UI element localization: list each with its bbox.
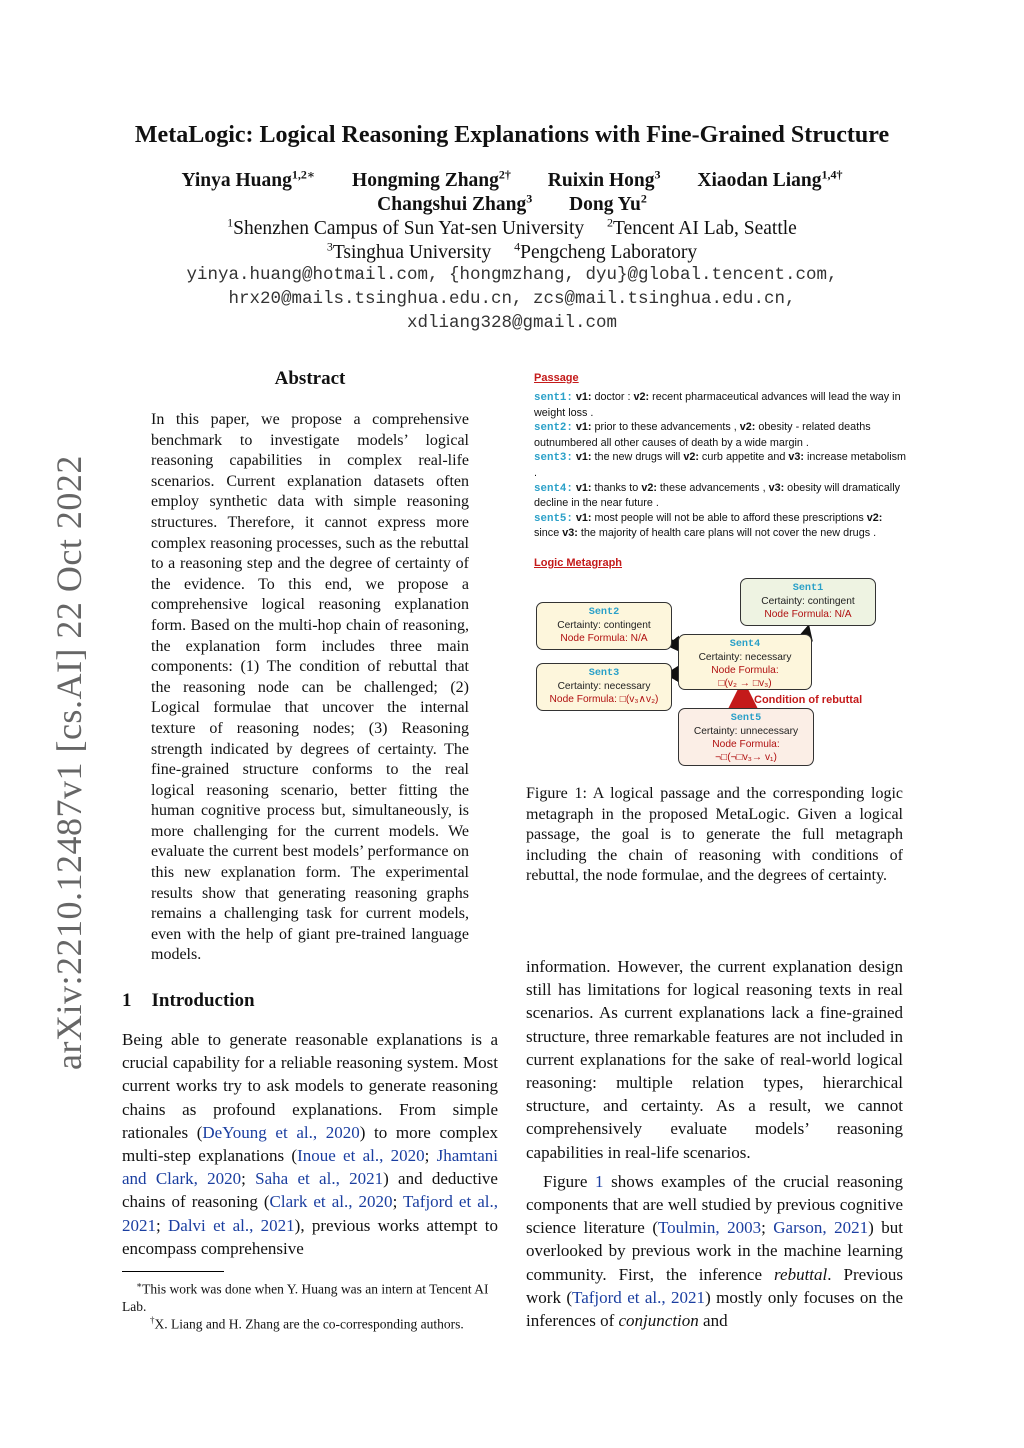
citation-link[interactable]: Inoue et al., 2020: [297, 1146, 425, 1166]
affiliations-row-1: [0, 215, 1024, 240]
abstract-heading: Abstract: [274, 368, 346, 389]
email-line: hrx20@mails.tsinghua.edu.cn, zcs@mail.tsinghua.edu.cn,: [228, 289, 796, 309]
author: Yinya Huang$^{1,2∗}$: [181, 167, 316, 191]
paper-title: MetaLogic: Logical Reasoning Explanations with Fine-Grained Structure: [134, 122, 890, 148]
passage-sentence: sent2: v1: prior to these advancements , v2: obesity - related deaths outnumbered all other causes of death by a wide margin .: [534, 421, 871, 449]
affiliation: $^4$Pengcheng Laboratory: [514, 239, 698, 263]
affiliation: $^2$Tencent AI Lab, Seattle: [607, 215, 797, 239]
abstract-text: In this paper, we propose a comprehensive benchmark to investigate models’ logical reasoning capabilities in complex real-life scenarios. Current explanation datasets often employ synthetic data with simple reasoning structures. Therefore, it cannot express more complex reasoning processes, such as the rebuttal to a reasoning step and the degree of certainty of the evidence. To this end, we propose a comprehensive logical reasoning explanation form. Based on the multi-hop chain of reasoning, the explanation form includes three main components: (1) The condition of rebuttal that the reasoning node can be challenged; (2) Logical formulae that uncover the internal texture of reasoning nodes; (3) Reasoning strength indicated by degrees of certainty. The fine-grained structure conforms to the real logical reasoning scenario, better fitting the human cognitive process but, simultaneously, is more challenging for the current models. We evaluate the current best models’ performance on this new explanation form. The experimental results show that generating reasoning graphs remains a challenging task for current models, even with the help of giant pre-trained language models.: [151, 411, 469, 964]
citation-link[interactable]: Jhamtani and Clark, 2020: [122, 1146, 498, 1189]
intro-right-paragraph-1: information. However, the current explanation design still has limitations for logical reasoning texts in real scenarios. As current explanations lack a fine-grained structure, three remarkable features are not included in current explanations for the sake of real-world logical reasoning: multiple relation types, hierarchical structure, and certainty. As a result, we cannot comprehensively evaluate models’ reasoning capabilities in real-life scenarios.: [526, 957, 903, 1162]
citation-link[interactable]: Tafjord et al., 2021: [122, 1192, 499, 1235]
figure-1: [534, 372, 906, 569]
intro-right-column: [526, 955, 903, 1332]
arxiv-identifier: arXiv:2210.12487v1 [cs.AI] 22 Oct 2022: [49, 455, 89, 1070]
footnote-divider: [122, 1271, 224, 1272]
footnote: †X. Liang and H. Zhang are the co-corresponding authors.: [150, 1315, 464, 1332]
node-sent3: Sent3 Certainty: necessary Node Formula: □(v₃∧v₂): [536, 663, 672, 711]
affiliation: $^1$Shenzhen Campus of Sun Yat-sen University: [227, 215, 585, 239]
node-sent5: Sent5 Certainty: unnecessary Node Formula: ¬□(¬□v₃→ v₁): [678, 708, 814, 766]
citation-link[interactable]: Tafjord et al., 2021: [572, 1287, 706, 1307]
intro-left-paragraph: Being able to generate reasonable explanations is a crucial capability for a reliable reasoning system. Most current works try to ask models to generate reasoning chains as profound explanations. From simple rationales (DeYoung et al., 2020) to more complex multi-step explanations (Inoue et al., 2020; Jhamtani and Clark, 2020; Saha et al., 2021) and deductive chains of reasoning (Clark et al., 2020; Tafjord et al., 2021; Dalvi et al., 2021), previous works attempt to encompass comprehensive: [122, 1030, 499, 1258]
passage-sentence: sent4: v1: thanks to v2: these advancements , v3: obesity will dramatically decline in the near future .: [534, 481, 900, 510]
footnote: ∗This work was done when Y. Huang was an intern at Tencent AI Lab.: [122, 1280, 489, 1314]
citation-link[interactable]: Toulmin, 2003: [657, 1218, 762, 1238]
node-sent4: Sent4 Certainty: necessary Node Formula: □(v₂ → □v₃): [678, 634, 812, 690]
rebuttal-label: Condition of rebuttal: [754, 694, 863, 706]
author: Dong Yu$^2$: [569, 191, 647, 215]
citation-link[interactable]: Saha et al., 2021: [255, 1169, 384, 1189]
affiliation: $^3$Tsinghua University: [326, 239, 492, 263]
email-line: yinya.huang@hotmail.com, {hongmzhang, dyu}@global.tencent.com,: [186, 265, 838, 285]
passage-label: Passage: [534, 372, 579, 384]
node-sent1: Sent1 Certainty: contingent Node Formula: N/A: [740, 578, 876, 626]
author: Hongming Zhang$^{2\dagger}$: [352, 167, 511, 191]
citation-link[interactable]: Garson, 2021: [773, 1218, 869, 1238]
affiliations-row-2: [0, 239, 1024, 264]
node-sent2: Sent2 Certainty: contingent Node Formula: N/A: [536, 602, 672, 650]
authors-row-1: [0, 167, 1024, 192]
metagraph-label: Logic Metagraph: [534, 556, 623, 569]
citation-link[interactable]: Clark et al., 2020: [269, 1192, 393, 1212]
passage-sentence: sent1: v1: doctor : v2: recent pharmaceutical advances will lead the way in weight loss .: [534, 391, 901, 419]
figure-caption: Figure 1: A logical passage and the corresponding logic metagraph in the proposed MetaLogic. Given a logical passage, the goal is to generate the full metagraph including the chain of reasoning with conditions of rebuttal, the node formulae, and the degrees of certainty.: [526, 785, 903, 885]
figure-link[interactable]: 1: [594, 1171, 604, 1191]
author: Xiaodan Liang$^{1,4\dagger}$: [697, 167, 843, 191]
passage-sentence: sent3: v1: the new drugs will v2: curb appetite and v3: increase metabolism .: [534, 451, 907, 479]
email-line: xdliang328@gmail.com: [406, 313, 618, 333]
authors-row-2: [0, 191, 1024, 216]
author: Ruixin Hong$^3$: [547, 167, 661, 191]
passage-sentence: sent5: v1: most people will not be able to afford these prescriptions v2: since v3: the majority of health care plans will not cover the new drugs .: [534, 511, 883, 540]
citation-link[interactable]: DeYoung et al., 2020: [202, 1122, 360, 1142]
section-heading: 1 Introduction: [122, 990, 255, 1011]
intro-right-paragraph-2: Figure 1 shows examples of the crucial reasoning components that are well studied by previous cognitive science literature (Toulmin, 2003; Garson, 2021) but overlooked by previous work in the machine learning community. First, the inference rebuttal. Previous work (Tafjord et al., 2021) mostly only focuses on the inferences of conjunction and: [526, 1171, 904, 1331]
citation-link[interactable]: Dalvi et al., 2021: [168, 1215, 295, 1235]
author: Changshui Zhang$^3$: [377, 191, 533, 215]
